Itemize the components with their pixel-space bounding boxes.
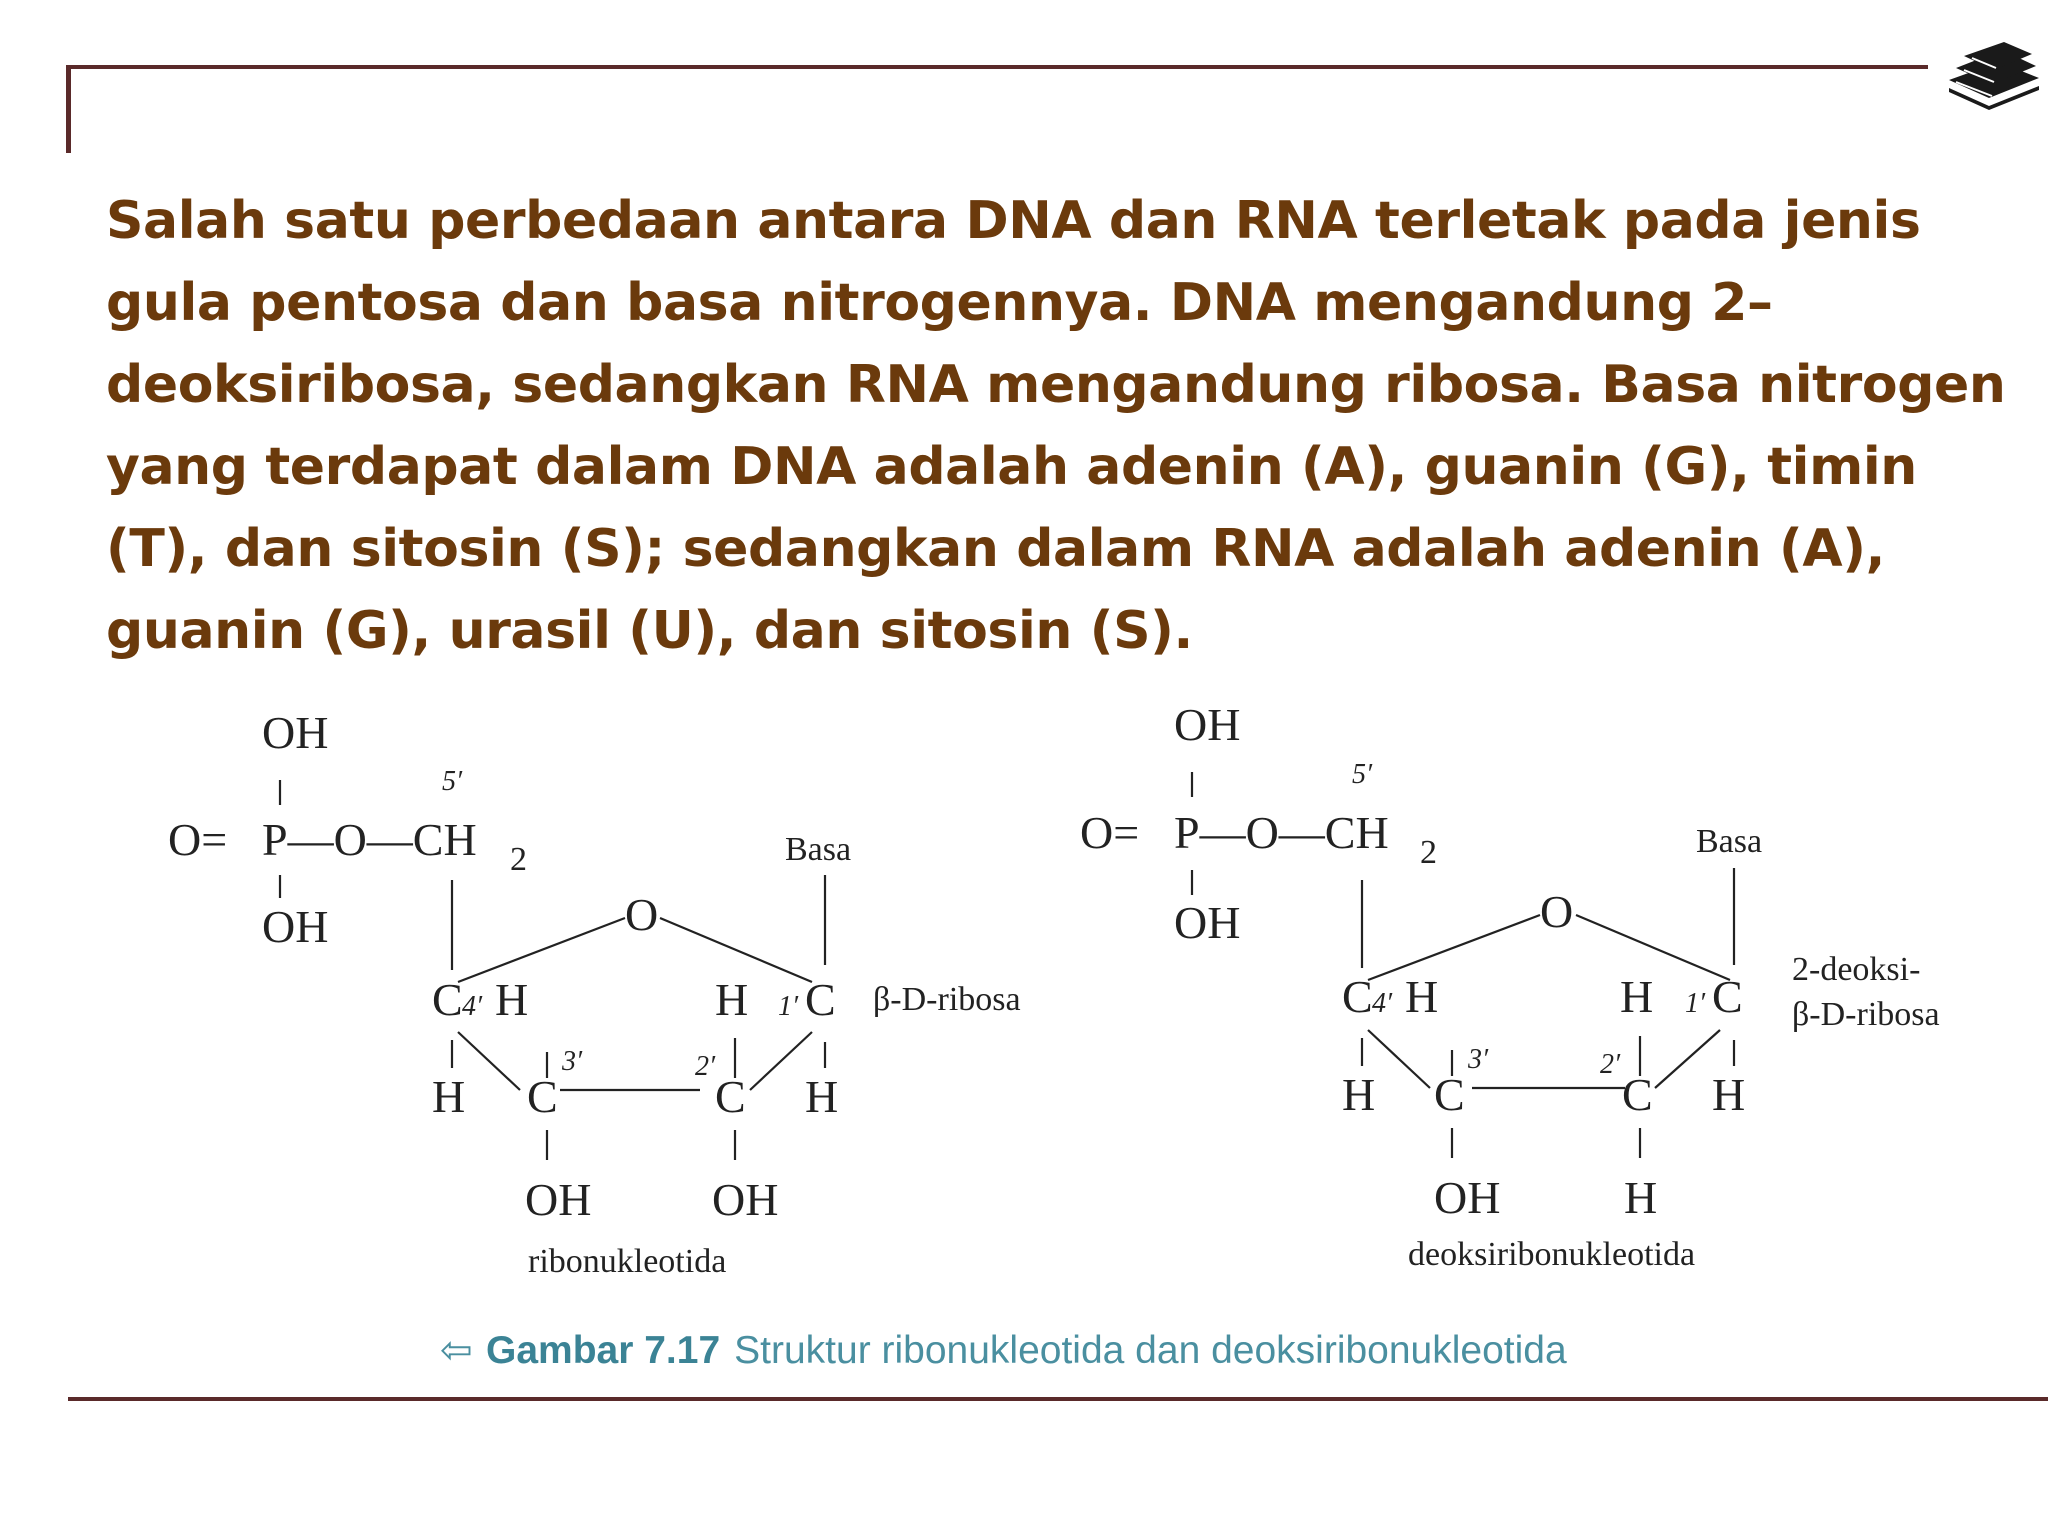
rna-1-prime: 1′ <box>778 991 799 1022</box>
rna-c4: C <box>432 974 463 1025</box>
dna-c2: C <box>1622 1069 1653 1120</box>
dna-2-prime: 2′ <box>1600 1049 1621 1080</box>
dna-4-prime: 4′ <box>1372 988 1393 1019</box>
dna-5-prime: 5′ <box>1352 759 1373 790</box>
rna-phosphate-oh-top: OH <box>262 707 329 758</box>
dna-c1-h: H <box>1620 971 1654 1022</box>
rna-c1-lower-h: H <box>805 1071 839 1122</box>
frame-bottom-rule <box>68 1397 2048 1401</box>
dna-c2-h: H <box>1624 1172 1658 1223</box>
dna-sugar-label-2: β-D-ribosa <box>1792 996 1940 1033</box>
rna-name: ribonukleotida <box>528 1243 727 1280</box>
ribonucleotide-labels <box>168 707 1021 1280</box>
dna-c1: C <box>1712 971 1743 1022</box>
dna-phosphate-double-o: O= <box>1080 807 1140 858</box>
frame-top-rule <box>66 65 1928 69</box>
dna-base-label: Basa <box>1696 823 1763 860</box>
rna-3-prime: 3′ <box>562 1046 583 1077</box>
dna-c4: C <box>1342 971 1373 1022</box>
arrow-icon: ⇦ <box>440 1329 473 1372</box>
main-paragraph: Salah satu perbedaan antara DNA dan RNA terletak pada jenis gula pentosa dan basa nitrogennya. DNA mengandung 2–deoksiribosa, sedangkan RNA mengandung ribosa. Basa nitrogen yang terdapat dalam DNA adalah adenin (A), guanin (G), timin (T), dan sitosin (S); sedangkan dalam RNA adalah adenin (A), guanin (G), urasil (U), dan sitosin (S). <box>106 191 2006 661</box>
dna-c1-lower-h: H <box>1712 1069 1746 1120</box>
dna-sugar-label-1: 2-deoksi- <box>1792 951 1921 988</box>
nucleotide-diagram <box>100 680 2020 1380</box>
rna-c2: C <box>715 1071 746 1122</box>
rna-c3: C <box>527 1071 558 1122</box>
rna-2-prime: 2′ <box>695 1051 716 1082</box>
rna-c1: C <box>805 974 836 1025</box>
caption-text: Struktur ribonukleotida dan deoksiribonukleotida <box>734 1329 1567 1372</box>
dna-3-prime: 3′ <box>1468 1044 1489 1075</box>
books-icon <box>1944 40 2044 110</box>
rna-c3-oh: OH <box>525 1174 592 1225</box>
dna-c4-lower-h: H <box>1342 1069 1376 1120</box>
deoxyribonucleotide-labels <box>1080 699 1940 1273</box>
rna-phosphate-double-o: O= <box>168 814 228 865</box>
rna-ch2-subscript: 2 <box>510 841 527 878</box>
dna-phosphate-oh-bottom: OH <box>1174 897 1241 948</box>
dna-ch2-subscript: 2 <box>1420 834 1437 871</box>
rna-c1-h: H <box>715 974 749 1025</box>
dna-c3-oh: OH <box>1434 1172 1501 1223</box>
dna-c3: C <box>1434 1069 1465 1120</box>
rna-phosphate-chain: P—O—CH <box>262 814 477 865</box>
dna-1-prime: 1′ <box>1685 988 1706 1019</box>
caption-number: Gambar 7.17 <box>486 1329 721 1372</box>
dna-c4-h: H <box>1405 971 1439 1022</box>
rna-base-label: Basa <box>785 831 852 868</box>
dna-ring-oxygen: O <box>1540 886 1574 937</box>
rna-c4-lower-h: H <box>432 1071 466 1122</box>
frame-left-rule <box>66 65 71 153</box>
rna-phosphate-oh-bottom: OH <box>262 901 329 952</box>
rna-5-prime: 5′ <box>442 766 463 797</box>
figure-caption <box>440 1328 1567 1373</box>
rna-sugar-label: β-D-ribosa <box>873 981 1021 1018</box>
dna-phosphate-oh-top: OH <box>1174 699 1241 750</box>
rna-4-prime: 4′ <box>462 991 483 1022</box>
dna-phosphate-chain: P—O—CH <box>1174 807 1389 858</box>
rna-ring-oxygen: O <box>625 889 659 940</box>
rna-c2-oh: OH <box>712 1174 779 1225</box>
rna-c4-h: H <box>495 974 529 1025</box>
dna-name: deoksiribonukleotida <box>1408 1236 1696 1273</box>
